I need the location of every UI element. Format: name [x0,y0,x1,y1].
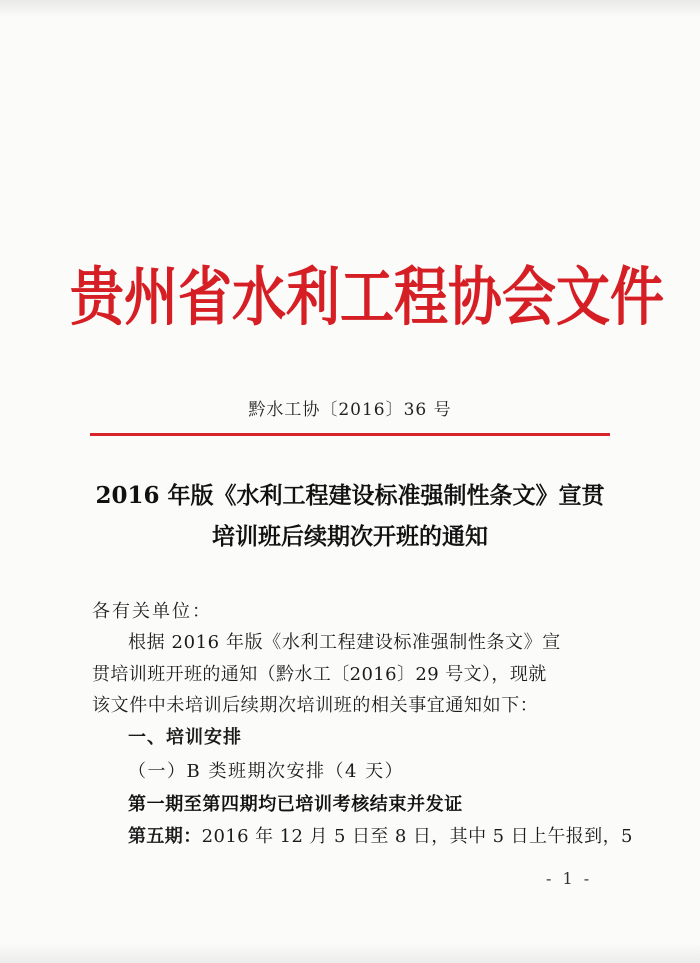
issuer-heading: 贵州省水利工程协会文件 [70,260,664,335]
paragraph-line: 根据 2016 年版《水利工程建设标准强制性条文》宣 [128,632,561,653]
subsection-heading: （一）B 类班期次安排（4 天） [128,761,405,782]
document-title-line-2: 培训班后续期次开班的通知 [212,523,488,550]
phases-completed-line: 第一期至第四期均已培训考核结束并发证 [128,794,463,815]
document-number: 黔水工协〔2016〕36 号 [248,400,452,420]
document-title-line-1: 2016 年版《水利工程建设标准强制性条文》宣贯 [95,482,605,509]
red-divider-line [90,433,610,436]
salutation: 各有关单位： [92,601,212,622]
page-number: - 1 - [546,869,593,888]
phase-five-line [128,822,633,848]
section-heading: 一、培训安排 [128,727,242,748]
paragraph-line: 该文件中未培训后续期次培训班的相关事宜通知如下： [92,695,539,716]
phase-five-text: 2016 年 12 月 5 日至 8 日，其中 5 日上午报到，5 [201,826,633,847]
scan-bottom-edge [0,943,700,963]
phase-five-label: 第五期： [128,826,202,847]
scan-top-edge [0,0,700,18]
paragraph-line: 贯培训班开班的通知（黔水工〔2016〕29 号文），现就 [92,664,547,685]
